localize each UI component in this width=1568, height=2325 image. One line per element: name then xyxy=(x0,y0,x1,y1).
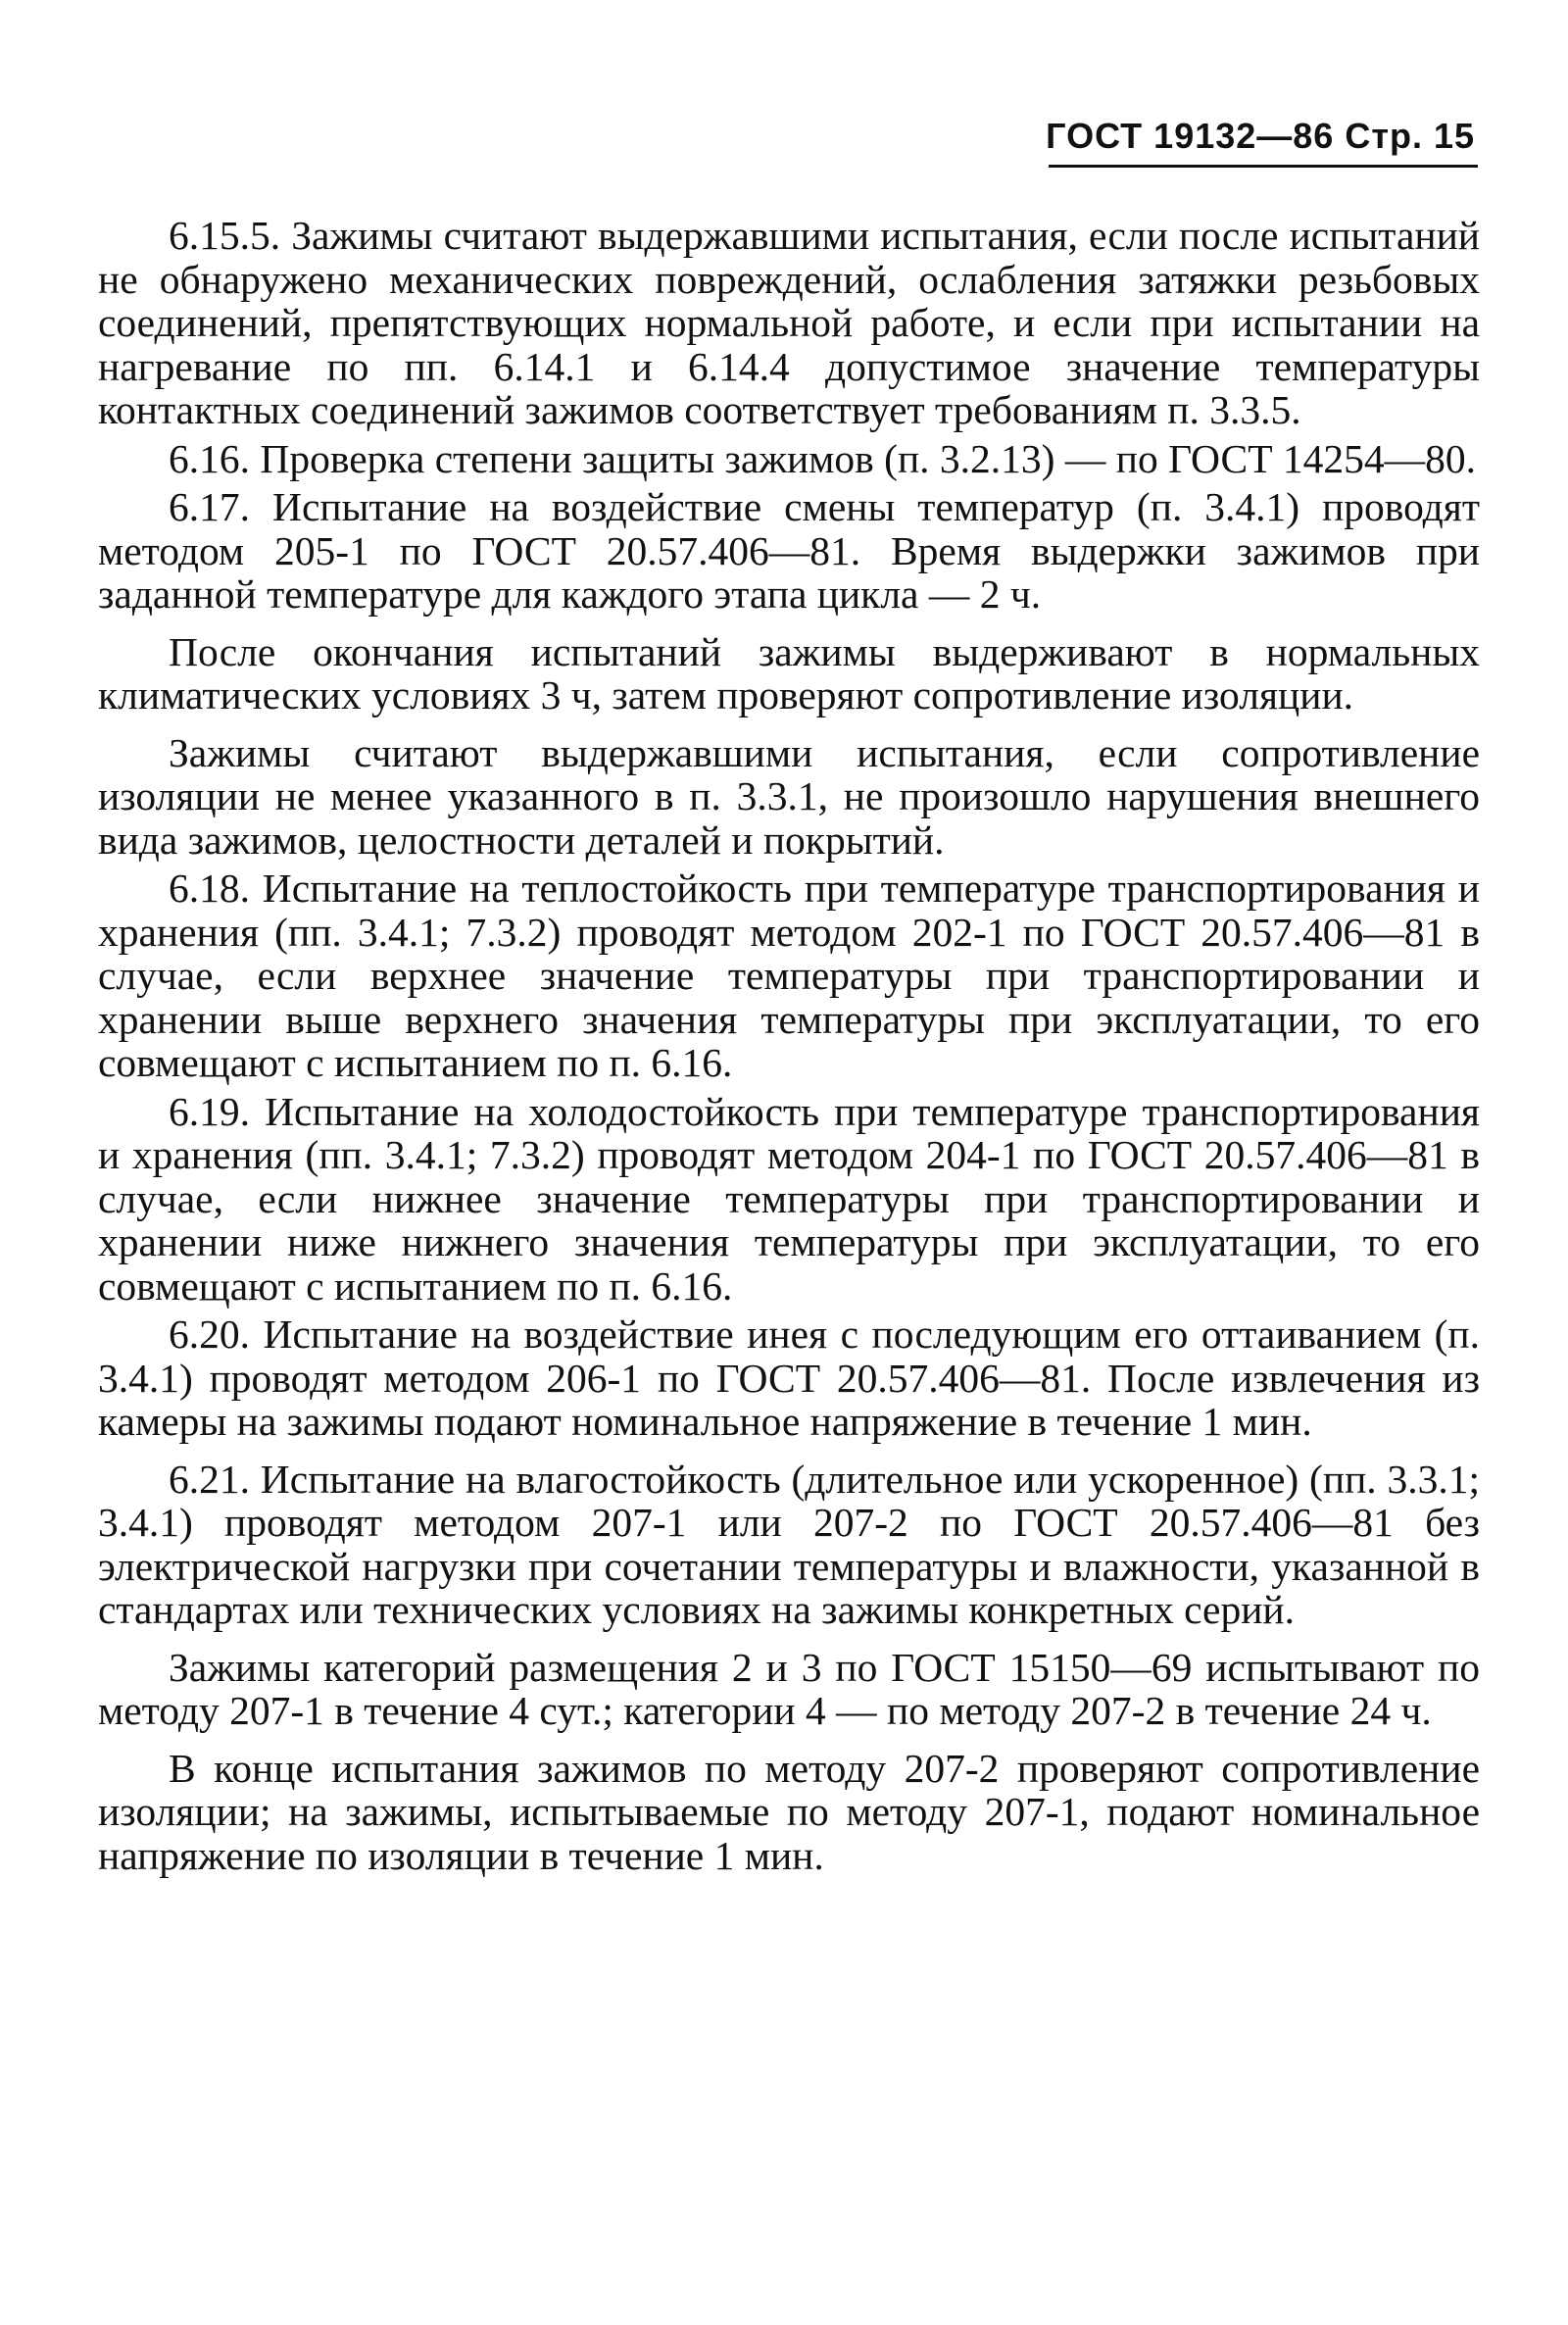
paragraph-end-of-test: В конце испытания зажимов по методу 207-2 проверяют сопротивление изоляции; на зажимы, испытываемые по методу 207-1, подают номинальное напряжение по изоляции в течение 1 мин. xyxy=(98,1745,1480,1878)
paragraph-6-21: 6.21. Испытание на влагостойкость (длительное или ускоренное) (пп. 3.3.1; 3.4.1) проводят методом 207-1 или 207-2 по ГОСТ 20.57.406—81 без электрической нагрузки при сочетании температуры и влажности, указанной в стандартах или технических условиях на зажимы конкретных серий. xyxy=(98,1456,1480,1632)
page-header: ГОСТ 19132—86 Стр. 15 xyxy=(1046,116,1475,156)
paragraph-passed-tests: Зажимы считают выдержавшими испытания, если сопротивление изоляции не менее указанного в п. 3.3.1, не произошло нарушения внешнего вида зажимов, целостности деталей и покрытий. xyxy=(98,729,1480,863)
paragraph-after-tests: После окончания испытаний зажимы выдерживают в нормальных климатических условиях 3 ч, затем проверяют сопротивление изоляции. xyxy=(98,628,1480,717)
paragraph-6-18: 6.18. Испытание на теплостойкость при температуре транспортирования и хранения (пп. 3.4.1; 7.3.2) проводят методом 202-1 по ГОСТ 20.57.406—81 в случае, если верхнее значение температуры при транспортировании и хранении выше верхнего значения температуры при эксплуатации, то его совмещают с испытанием по п. 6.16. xyxy=(98,866,1480,1085)
paragraph-6-19: 6.19. Испытание на холодостойкость при температуре транспортирования и хранения (пп. 3.4.1; 7.3.2) проводят методом 204-1 по ГОСТ 20.57.406—81 в случае, если нижнее значение температуры при транспортировании и хранении ниже нижнего значения температуры при эксплуатации, то его совмещают с испытанием по п. 6.16. xyxy=(98,1088,1480,1309)
paragraph-6-16: 6.16. Проверка степени защиты зажимов (п. 3.2.13) — по ГОСТ 14254—80. xyxy=(169,435,1477,481)
paragraph-placement-categories: Зажимы категорий размещения 2 и 3 по ГОСТ 15150—69 испытывают по методу 207-1 в течение 4 сут.; категории 4 — по методу 207-2 в течение 24 ч. xyxy=(98,1644,1480,1733)
paragraph-6-15-5: 6.15.5. Зажимы считают выдержавшими испытания, если после испытаний не обнаружено механических повреждений, ослабления затяжки резьбовых соединений, препятствующих нормальной работе, и если при испытании на нагревание по пп. 6.14.1 и 6.14.4 допустимое значение температуры контактных соединений зажимов соответствует требованиям п. 3.3.5. xyxy=(98,213,1480,432)
header-rule xyxy=(1049,165,1478,168)
paragraph-6-20: 6.20. Испытание на воздействие инея с последующим его оттаиванием (п. 3.4.1) проводят методом 206-1 по ГОСТ 20.57.406—81. После извлечения из камеры на зажимы подают номинальное напряжение в течение 1 мин. xyxy=(98,1311,1480,1444)
paragraph-6-17: 6.17. Испытание на воздействие смены температур (п. 3.4.1) проводят методом 205-1 по ГОСТ 20.57.406—81. Время выдержки зажимов при заданной температуре для каждого этапа цикла — 2 ч. xyxy=(98,484,1480,617)
document-body xyxy=(98,214,1480,1882)
